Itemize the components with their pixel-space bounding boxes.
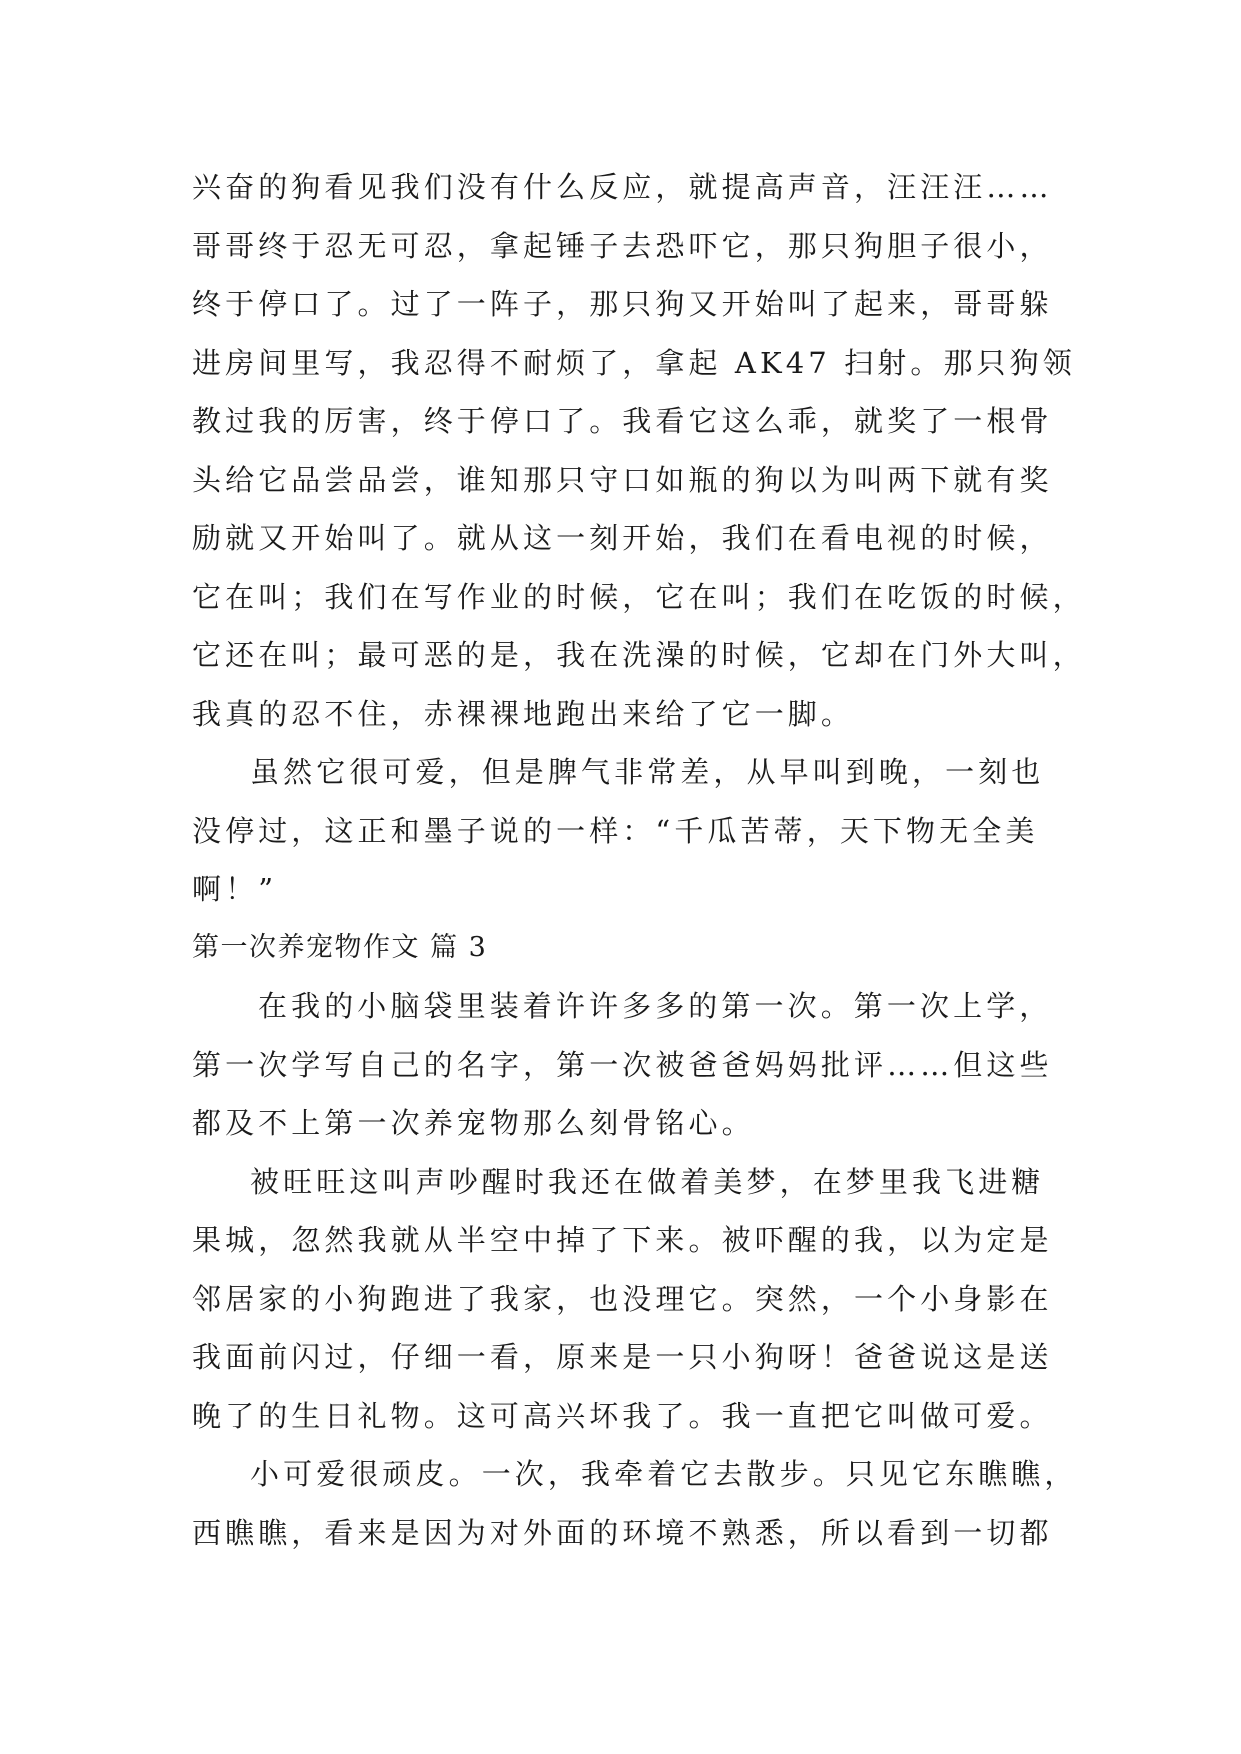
text-line: 晚了的生日礼物。这可高兴坏我了。我一直把它叫做可爱。 bbox=[192, 1398, 1053, 1433]
text-line: 励就又开始叫了。就从这一刻开始，我们在看电视的时候， bbox=[192, 521, 1053, 555]
text-line: 进房间里写，我忍得不耐烦了，拿起 AK47 扫射。那只狗领 bbox=[192, 345, 1076, 380]
section-heading: 第一次养宠物作文 篇 3 bbox=[192, 931, 488, 963]
text-line: 头给它品尝品尝，谁知那只守口如瓶的狗以为叫两下就有奖 bbox=[192, 462, 1053, 497]
text-line: 都及不上第一次养宠物那么刻骨铭心。 bbox=[192, 1106, 755, 1140]
paragraph-start-line: 在我的小脑袋里装着许许多多的第一次。第一次上学， bbox=[258, 989, 1053, 1023]
text-line: 它在叫；我们在写作业的时候，它在叫；我们在吃饭的时候， bbox=[192, 579, 1086, 614]
text-line: 没停过，这正和墨子说的一样：“千瓜苦蒂，天下物无全美 bbox=[192, 813, 1039, 848]
text-line: 终于停口了。过了一阵子，那只狗又开始叫了起来，哥哥躲 bbox=[192, 287, 1053, 321]
text-line: 第一次学写自己的名字，第一次被爸爸妈妈批评……但这些 bbox=[192, 1047, 1053, 1082]
text-line: 果城，忽然我就从半空中掉了下来。被吓醒的我，以为定是 bbox=[192, 1223, 1053, 1257]
text-line: 兴奋的狗看见我们没有什么反应，就提高声音，汪汪汪…… bbox=[192, 170, 1053, 204]
text-line: 我真的忍不住，赤裸裸地跑出来给了它一脚。 bbox=[192, 696, 855, 731]
text-line: 西瞧瞧，看来是因为对外面的环境不熟悉，所以看到一切都 bbox=[192, 1515, 1053, 1550]
text-line: 啊！” bbox=[192, 872, 278, 906]
text-line: 它还在叫；最可恶的是，我在洗澡的时候，它却在门外大叫， bbox=[192, 638, 1086, 672]
text-line: 教过我的厉害，终于停口了。我看它这么乖，就奖了一根骨 bbox=[192, 404, 1053, 438]
paragraph-start-line: 小可爱很顽皮。一次，我牵着它去散步。只见它东瞧瞧， bbox=[250, 1457, 1078, 1491]
paragraph-start-line: 被旺旺这叫声吵醒时我还在做着美梦，在梦里我飞进糖 bbox=[250, 1164, 1045, 1199]
text-line: 哥哥终于忍无可忍，拿起锤子去恐吓它，那只狗胆子很小， bbox=[192, 228, 1053, 263]
text-line: 我面前闪过，仔细一看，原来是一只小狗呀！爸爸说这是送 bbox=[192, 1340, 1053, 1374]
text-line: 邻居家的小狗跑进了我家，也没理它。突然，一个小身影在 bbox=[192, 1281, 1053, 1316]
document-body bbox=[192, 158, 1086, 1562]
paragraph-start-line: 虽然它很可爱，但是脾气非常差，从早叫到晚，一刻也 bbox=[250, 755, 1045, 789]
